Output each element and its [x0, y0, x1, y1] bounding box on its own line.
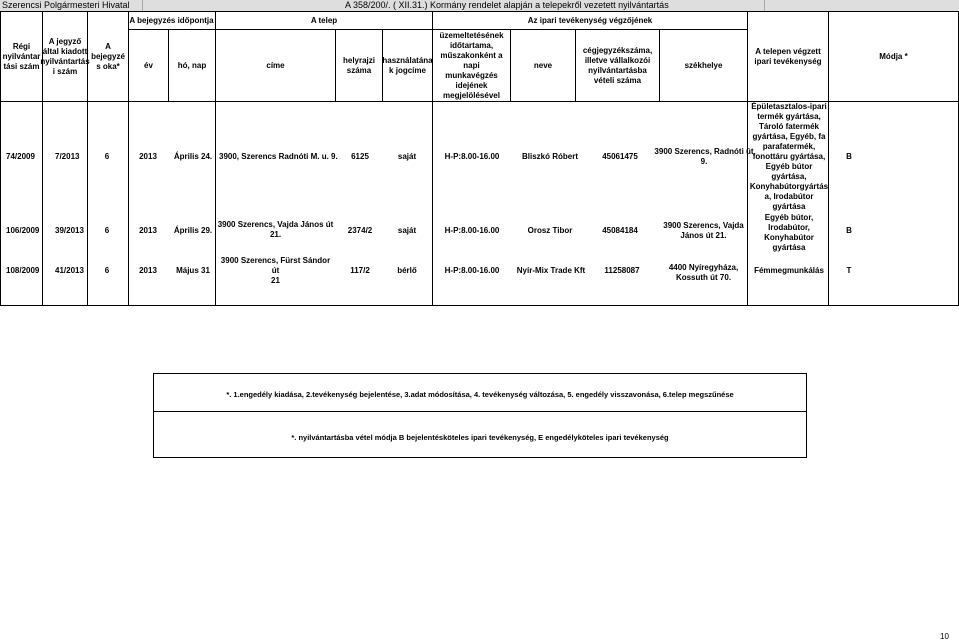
cell-address: 3900, Szerencs Radnóti M. u. 9. — [219, 152, 338, 161]
cell-month-day: Május 31 — [176, 266, 210, 275]
cell-old-reg-number: 74/2009 — [6, 152, 35, 161]
cell-usage-title: saját — [397, 152, 417, 161]
cell-company-reg-number: 45061475 — [602, 152, 638, 161]
cell-address: 3900 Szerencs, Vajda János út 21. — [217, 220, 334, 239]
col-header-issued-reg-number: A jegyző által kiadott nyilvántartás i szám — [40, 36, 90, 76]
cell-old-reg-number: 108/2009 — [6, 266, 40, 275]
col-header-seat: székhelye — [684, 60, 723, 70]
cell-activity: Épületasztalos-ipari termék gyártása, Tároló fatermék gyártása, Egyéb, fa parafatermék, fonottáru gyártása, Egyéb bútor gyártása, Konyhabútorgyártás a, Irodabútor gyártása — [749, 102, 829, 211]
col-header-method: Módja * — [879, 51, 908, 61]
cell-usage-title: bérlő — [397, 266, 417, 275]
cell-month-day: Április 24. — [173, 152, 213, 161]
col-header-month-day: hó, nap — [177, 60, 207, 70]
cell-issued-reg-number: 7/2013 — [55, 152, 80, 161]
header-separator — [764, 0, 765, 11]
cell-address: 3900 Szerencs, Fürst Sándor út 21 — [220, 256, 331, 285]
col-header-entry-reason: A bejegyzé s oka* — [91, 41, 125, 71]
office-name: Szerencsi Polgármesteri Hivatal — [2, 0, 130, 10]
cell-seat: 3900 Szerencs, Vajda János út 21. — [663, 221, 744, 240]
cell-year: 2013 — [139, 152, 157, 161]
cell-name: Nyír-Mix Trade Kft — [516, 266, 586, 275]
cell-seat: 4400 Nyíregyháza, Kossuth út 70. — [668, 263, 739, 282]
col-header-operating-hours: üzemeltetésének időtartama, műszakonként a napi munkavégzés idejének megjelölésével — [439, 30, 504, 100]
regulation-title: A 358/200/. ( XII.31.) Kormány rendelet alapján a telepekről vezetett nyilvántartás — [345, 0, 669, 10]
col-header-company-reg-number: cégjegyzékszáma, illetve vállalkozói nyilvántartásba vételi száma — [582, 45, 653, 85]
cell-operating-hours: H-P:8.00-16.00 — [444, 152, 500, 161]
col-header-usage-title: használatána k jogcíme — [382, 55, 433, 75]
col-header-year: év — [144, 60, 153, 70]
group-header-site: A telep — [310, 15, 338, 25]
footnote-registration-method: *. nyilvántartásba vétel módja B bejelentésköteles ipari tevékenység, E engedélyköteles ipari tevékenység — [291, 433, 669, 442]
group-header-operator: Az ipari tevékenység végzőjének — [527, 15, 653, 25]
cell-company-reg-number: 11258087 — [604, 266, 640, 275]
cell-parcel-number: 117/2 — [350, 266, 370, 275]
cell-name: Bliszkó Róbert — [521, 152, 578, 161]
col-header-address: címe — [266, 60, 285, 70]
cell-month-day: Április 29. — [173, 226, 213, 235]
cell-old-reg-number: 106/2009 — [6, 226, 40, 235]
document-header — [0, 0, 959, 11]
col-header-old-reg-number: Régi nyilvántar tási szám — [2, 41, 41, 71]
cell-parcel-number: 2374/2 — [347, 226, 373, 235]
cell-operating-hours: H-P:8.00-16.00 — [444, 226, 500, 235]
cell-seat: 3900 Szerencs, Radnóti út 9. — [654, 147, 754, 166]
group-header-entry-time: A bejegyzés időpontja — [129, 15, 214, 25]
cell-method: B — [846, 226, 852, 235]
cell-operating-hours: H-P:8.00-16.00 — [444, 266, 500, 275]
cell-year: 2013 — [139, 266, 157, 275]
cell-activity: Egyéb bútor, Irodabútor, Konyhabútor gyártása — [764, 213, 814, 252]
cell-entry-reason: 6 — [104, 266, 110, 275]
col-header-activity: A telepen végzett ipari tevékenység — [754, 46, 822, 66]
cell-entry-reason: 6 — [104, 152, 110, 161]
cell-name: Orosz Tibor — [527, 226, 573, 235]
col-header-name: neve — [533, 60, 553, 70]
cell-company-reg-number: 45084184 — [602, 226, 638, 235]
header-separator — [142, 0, 143, 11]
cell-issued-reg-number: 39/2013 — [55, 226, 84, 235]
footnote-entry-reasons: *. 1.engedély kiadása, 2.tevékenység bejelentése, 3.adat módosítása, 4. tevékenység változása, 5. engedély visszavonása, 6.telep megszűnése — [226, 390, 734, 399]
col-header-parcel-number: helyrajzi száma — [342, 55, 375, 75]
cell-year: 2013 — [139, 226, 157, 235]
cell-issued-reg-number: 41/2013 — [55, 266, 84, 275]
cell-activity: Fémmegmunkálás — [754, 266, 824, 275]
cell-usage-title: saját — [397, 226, 417, 235]
cell-method: B — [846, 152, 852, 161]
cell-method: T — [846, 266, 852, 275]
cell-entry-reason: 6 — [104, 226, 110, 235]
page-number: 10 — [940, 632, 949, 641]
cell-parcel-number: 6125 — [351, 152, 369, 161]
